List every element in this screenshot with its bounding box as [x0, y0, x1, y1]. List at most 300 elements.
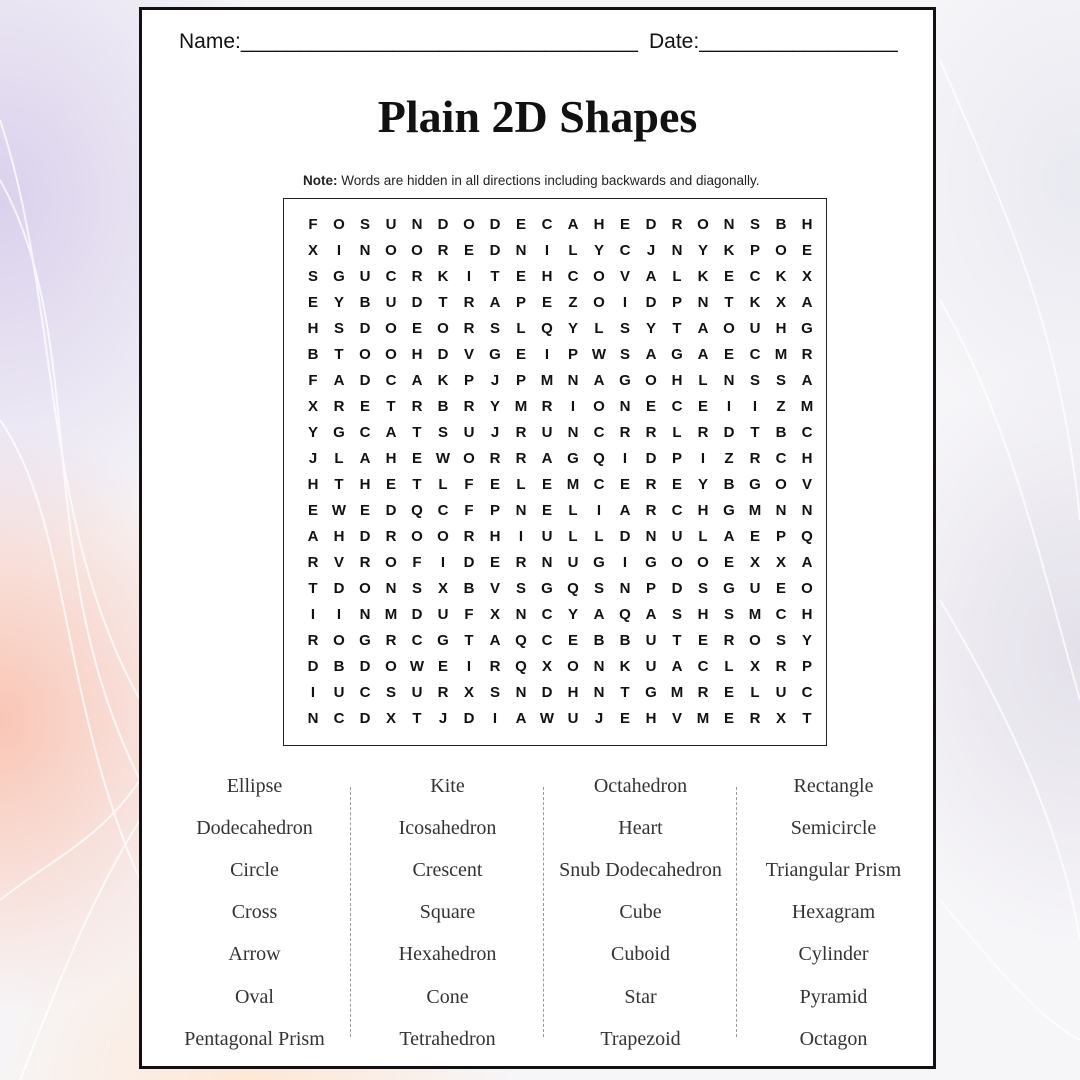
word-list-item: Semicircle: [790, 816, 877, 839]
grid-letter: E: [723, 683, 734, 701]
word-list-item: Ellipse: [226, 774, 283, 797]
grid-letter: G: [333, 267, 345, 285]
grid-letter: O: [593, 267, 605, 285]
grid-letter: O: [411, 527, 423, 545]
grid-letter: R: [645, 475, 657, 493]
grid-letter: R: [307, 631, 319, 649]
grid-letter: A: [385, 423, 397, 441]
grid-letter: P: [801, 657, 812, 675]
grid-letter: E: [645, 397, 656, 415]
grid-letter: U: [437, 605, 449, 623]
grid-letter: D: [645, 215, 657, 233]
grid-letter: I: [622, 553, 628, 571]
grid-letter: Z: [776, 397, 786, 415]
grid-letter: E: [749, 527, 760, 545]
grid-letter: N: [671, 241, 683, 259]
grid-letter: C: [359, 683, 371, 701]
grid-letter: K: [697, 267, 709, 285]
grid-letter: P: [671, 293, 682, 311]
grid-letter: F: [308, 215, 318, 233]
grid-letter: V: [333, 553, 344, 571]
grid-letter: C: [333, 709, 345, 727]
grid-letter: A: [671, 657, 683, 675]
word-column: [351, 765, 544, 1060]
grid-letter: D: [723, 423, 735, 441]
word-list-item: Hexahedron: [398, 943, 497, 966]
letter-grid: [300, 211, 820, 731]
grid-letter: N: [567, 371, 579, 389]
grid-letter: D: [359, 709, 371, 727]
grid-letter: Z: [724, 449, 734, 467]
grid-letter: D: [541, 683, 553, 701]
grid-letter: X: [489, 605, 500, 623]
grid-letter: K: [775, 267, 787, 285]
grid-letter: I: [466, 657, 472, 675]
grid-letter: T: [490, 267, 500, 285]
grid-letter: U: [333, 683, 345, 701]
grid-letter: O: [775, 475, 787, 493]
grid-letter: R: [411, 397, 423, 415]
grid-letter: Y: [697, 475, 708, 493]
grid-letter: N: [411, 215, 423, 233]
grid-letter: O: [333, 215, 345, 233]
grid-letter: R: [645, 501, 657, 519]
grid-letter: V: [619, 267, 630, 285]
grid-letter: H: [671, 371, 683, 389]
grid-letter: W: [591, 345, 607, 363]
grid-letter: D: [359, 657, 371, 675]
grid-letter: X: [437, 579, 448, 597]
grid-letter: M: [514, 397, 528, 415]
grid-letter: K: [723, 241, 735, 259]
grid-letter: A: [567, 215, 579, 233]
grid-letter: G: [541, 579, 553, 597]
grid-letter: L: [438, 475, 448, 493]
grid-letter: S: [333, 319, 344, 337]
grid-letter: D: [411, 293, 423, 311]
grid-letter: N: [385, 579, 397, 597]
grid-letter: Y: [567, 319, 578, 337]
grid-letter: R: [437, 683, 449, 701]
grid-letter: C: [749, 267, 761, 285]
word-list-item: Dodecahedron: [196, 816, 313, 839]
grid-letter: L: [750, 683, 760, 701]
grid-letter: E: [463, 241, 474, 259]
grid-letter: S: [489, 683, 500, 701]
grid-letter: O: [671, 553, 683, 571]
grid-letter: T: [750, 423, 760, 441]
grid-letter: V: [463, 345, 474, 363]
grid-letter: Y: [697, 241, 708, 259]
grid-letter: Y: [645, 319, 656, 337]
grid-letter: L: [724, 657, 734, 675]
grid-letter: G: [359, 631, 371, 649]
grid-letter: R: [463, 319, 475, 337]
grid-letter: M: [540, 371, 554, 389]
grid-letter: G: [723, 501, 735, 519]
grid-letter: E: [567, 631, 578, 649]
grid-letter: R: [645, 423, 657, 441]
grid-letter: I: [570, 397, 576, 415]
grid-letter: K: [437, 267, 449, 285]
grid-letter: X: [307, 241, 318, 259]
grid-letter: N: [645, 527, 657, 545]
grid-letter: O: [723, 319, 735, 337]
word-list-item: Cone: [426, 985, 469, 1008]
grid-letter: G: [333, 423, 345, 441]
grid-letter: Q: [619, 605, 631, 623]
grid-letter: F: [464, 475, 474, 493]
grid-letter: C: [385, 267, 397, 285]
grid-letter: X: [463, 683, 474, 701]
grid-letter: R: [489, 657, 501, 675]
grid-letter: E: [307, 501, 318, 519]
grid-letter: A: [411, 371, 423, 389]
grid-letter: R: [619, 423, 631, 441]
grid-letter: N: [723, 371, 735, 389]
grid-letter: M: [384, 605, 398, 623]
grid-letter: O: [333, 631, 345, 649]
grid-letter: Q: [567, 579, 579, 597]
grid-letter: O: [697, 215, 709, 233]
grid-letter: R: [775, 657, 787, 675]
grid-letter: A: [801, 293, 813, 311]
grid-letter: U: [749, 579, 761, 597]
grid-letter: S: [749, 215, 760, 233]
grid-letter: H: [541, 267, 553, 285]
grid-letter: E: [359, 501, 370, 519]
grid-letter: M: [696, 709, 710, 727]
grid-letter: Q: [801, 527, 813, 545]
grid-letter: D: [489, 241, 501, 259]
grid-letter: S: [307, 267, 318, 285]
grid-letter: E: [489, 553, 500, 571]
grid-letter: S: [489, 319, 500, 337]
grid-letter: H: [411, 345, 423, 363]
grid-letter: G: [801, 319, 813, 337]
grid-letter: N: [567, 423, 579, 441]
grid-letter: G: [567, 449, 579, 467]
grid-letter: L: [594, 319, 604, 337]
grid-letter: A: [801, 371, 813, 389]
grid-letter: E: [619, 475, 630, 493]
grid-letter: N: [619, 579, 631, 597]
grid-letter: U: [385, 215, 397, 233]
grid-letter: A: [619, 501, 631, 519]
grid-letter: C: [801, 423, 813, 441]
grid-letter: E: [801, 241, 812, 259]
grid-letter: A: [359, 449, 371, 467]
grid-letter: R: [385, 527, 397, 545]
grid-letter: T: [412, 709, 422, 727]
grid-letter: A: [593, 605, 605, 623]
grid-letter: R: [463, 397, 475, 415]
grid-letter: Q: [593, 449, 605, 467]
grid-letter: N: [723, 215, 735, 233]
grid-letter: R: [385, 631, 397, 649]
page-title: Plain 2D Shapes: [377, 91, 698, 142]
grid-letter: E: [723, 267, 734, 285]
word-list-item: Octahedron: [593, 774, 688, 797]
grid-letter: A: [489, 293, 501, 311]
grid-letter: Q: [515, 657, 527, 675]
word-list-item: Square: [419, 901, 476, 924]
grid-letter: I: [700, 449, 706, 467]
grid-letter: X: [385, 709, 396, 727]
word-list-item: Cylinder: [798, 943, 869, 966]
grid-letter: I: [336, 241, 342, 259]
grid-letter: B: [437, 397, 449, 415]
grid-letter: U: [567, 709, 579, 727]
grid-letter: L: [516, 475, 526, 493]
grid-letter: X: [775, 293, 786, 311]
grid-letter: M: [566, 475, 580, 493]
grid-letter: Q: [411, 501, 423, 519]
grid-letter: B: [619, 631, 631, 649]
grid-letter: I: [518, 527, 524, 545]
grid-letter: S: [723, 605, 734, 623]
grid-letter: S: [411, 579, 422, 597]
grid-letter: U: [541, 527, 553, 545]
grid-letter: N: [593, 657, 605, 675]
grid-letter: F: [464, 501, 474, 519]
grid-letter: R: [307, 553, 319, 571]
grid-letter: D: [359, 527, 371, 545]
word-list-item: Heart: [618, 816, 663, 839]
grid-letter: N: [515, 683, 527, 701]
grid-letter: I: [310, 605, 316, 623]
grid-letter: D: [463, 553, 475, 571]
grid-letter: D: [307, 657, 319, 675]
grid-letter: S: [619, 345, 630, 363]
grid-letter: G: [489, 345, 501, 363]
grid-letter: L: [568, 241, 578, 259]
grid-letter: Q: [515, 631, 527, 649]
grid-letter: S: [775, 631, 786, 649]
grid-letter: M: [748, 605, 762, 623]
grid-letter: X: [775, 709, 786, 727]
grid-letter: R: [749, 709, 761, 727]
grid-letter: T: [802, 709, 812, 727]
grid-letter: T: [672, 631, 682, 649]
grid-letter: B: [723, 475, 735, 493]
grid-letter: T: [412, 475, 422, 493]
grid-letter: Q: [541, 319, 553, 337]
grid-letter: C: [411, 631, 423, 649]
grid-letter: E: [307, 293, 318, 311]
grid-letter: X: [749, 657, 760, 675]
grid-letter: R: [749, 449, 761, 467]
grid-letter: G: [723, 579, 735, 597]
grid-letter: G: [437, 631, 449, 649]
grid-letter: A: [489, 631, 501, 649]
grid-letter: D: [411, 605, 423, 623]
grid-letter: O: [593, 293, 605, 311]
grid-letter: I: [752, 397, 758, 415]
note-label: Note:: [303, 173, 338, 188]
grid-letter: O: [437, 319, 449, 337]
grid-letter: E: [437, 657, 448, 675]
grid-letter: R: [463, 527, 475, 545]
grid-letter: C: [437, 501, 449, 519]
grid-letter: P: [463, 371, 474, 389]
grid-letter: G: [593, 553, 605, 571]
grid-letter: Y: [333, 293, 344, 311]
grid-letter: R: [333, 397, 345, 415]
grid-letter: E: [541, 475, 552, 493]
grid-letter: L: [568, 501, 578, 519]
grid-letter: M: [670, 683, 684, 701]
grid-letter: D: [359, 371, 371, 389]
grid-letter: C: [671, 501, 683, 519]
grid-letter: J: [594, 709, 604, 727]
grid-letter: A: [697, 345, 709, 363]
word-list: [158, 765, 930, 1053]
grid-letter: L: [672, 423, 682, 441]
grid-letter: R: [411, 267, 423, 285]
grid-letter: L: [698, 527, 708, 545]
grid-letter: X: [775, 553, 786, 571]
grid-letter: R: [515, 449, 527, 467]
grid-letter: E: [411, 449, 422, 467]
grid-letter: A: [333, 371, 345, 389]
grid-letter: L: [672, 267, 682, 285]
grid-letter: F: [464, 605, 474, 623]
word-column: [737, 765, 930, 1060]
grid-letter: N: [515, 501, 527, 519]
grid-letter: Y: [489, 397, 500, 415]
word-list-item: Hexagram: [791, 901, 876, 924]
grid-letter: N: [593, 683, 605, 701]
grid-letter: E: [723, 345, 734, 363]
grid-letter: X: [307, 397, 318, 415]
grid-letter: I: [622, 293, 628, 311]
grid-letter: O: [463, 449, 475, 467]
grid-letter: R: [489, 449, 501, 467]
grid-letter: I: [622, 449, 628, 467]
grid-letter: N: [541, 553, 553, 571]
grid-letter: J: [308, 449, 318, 467]
grid-letter: S: [437, 423, 448, 441]
grid-letter: O: [593, 397, 605, 415]
grid-letter: U: [671, 527, 683, 545]
grid-letter: N: [359, 241, 371, 259]
grid-letter: H: [307, 319, 319, 337]
grid-letter: N: [619, 397, 631, 415]
grid-letter: O: [385, 241, 397, 259]
grid-letter: T: [464, 631, 474, 649]
grid-letter: U: [541, 423, 553, 441]
grid-letter: H: [801, 605, 813, 623]
word-list-item: Circle: [230, 858, 279, 881]
grid-letter: G: [671, 345, 683, 363]
grid-letter: S: [749, 371, 760, 389]
word-list-item: Cube: [619, 901, 662, 924]
grid-letter: R: [515, 553, 527, 571]
grid-letter: I: [544, 241, 550, 259]
grid-letter: E: [489, 475, 500, 493]
grid-letter: H: [645, 709, 657, 727]
grid-letter: O: [645, 371, 657, 389]
grid-letter: L: [516, 319, 526, 337]
grid-letter: I: [726, 397, 732, 415]
grid-letter: A: [593, 371, 605, 389]
word-list-item: Star: [624, 985, 657, 1008]
grid-letter: O: [801, 579, 813, 597]
grid-letter: T: [438, 293, 448, 311]
grid-letter: U: [567, 553, 579, 571]
grid-letter: A: [645, 345, 657, 363]
grid-letter: D: [359, 319, 371, 337]
grid-letter: U: [749, 319, 761, 337]
grid-letter: U: [775, 683, 787, 701]
grid-letter: C: [775, 605, 787, 623]
grid-letter: U: [411, 683, 423, 701]
grid-letter: T: [386, 397, 396, 415]
grid-letter: J: [490, 423, 500, 441]
grid-letter: C: [697, 657, 709, 675]
grid-letter: H: [697, 501, 709, 519]
grid-letter: I: [440, 553, 446, 571]
grid-letter: L: [334, 449, 344, 467]
grid-letter: G: [645, 553, 657, 571]
word-list-item: Trapezoid: [600, 1027, 681, 1050]
grid-letter: E: [411, 319, 422, 337]
grid-letter: I: [466, 267, 472, 285]
grid-letter: E: [697, 397, 708, 415]
grid-letter: E: [723, 553, 734, 571]
grid-letter: R: [359, 553, 371, 571]
grid-letter: C: [801, 683, 813, 701]
grid-letter: B: [359, 293, 371, 311]
grid-letter: E: [541, 501, 552, 519]
grid-letter: R: [723, 631, 735, 649]
grid-letter: H: [307, 475, 319, 493]
grid-letter: Y: [307, 423, 318, 441]
grid-letter: W: [409, 657, 425, 675]
grid-letter: E: [359, 397, 370, 415]
grid-letter: J: [438, 709, 448, 727]
word-list-item: Pyramid: [799, 985, 868, 1008]
word-column: [158, 765, 351, 1060]
grid-letter: K: [619, 657, 631, 675]
word-list-item: Pentagonal Prism: [184, 1027, 325, 1050]
grid-letter: S: [619, 319, 630, 337]
grid-letter: S: [671, 605, 682, 623]
grid-letter: G: [749, 475, 761, 493]
grid-letter: N: [307, 709, 319, 727]
grid-letter: F: [412, 553, 422, 571]
note-text: Words are hidden in all directions including backwards and diagonally.: [337, 173, 760, 188]
word-list-item: Oval: [235, 985, 274, 1008]
grid-letter: D: [437, 345, 449, 363]
grid-letter: M: [800, 397, 814, 415]
grid-letter: L: [698, 371, 708, 389]
grid-letter: M: [774, 345, 788, 363]
grid-letter: U: [645, 631, 657, 649]
grid-letter: S: [697, 579, 708, 597]
grid-letter: R: [671, 215, 683, 233]
grid-letter: A: [645, 267, 657, 285]
grid-letter: P: [775, 527, 786, 545]
grid-letter: U: [359, 267, 371, 285]
grid-letter: D: [385, 501, 397, 519]
grid-letter: E: [697, 631, 708, 649]
grid-letter: P: [749, 241, 760, 259]
grid-letter: H: [333, 527, 345, 545]
grid-letter: A: [723, 527, 735, 545]
grid-letter: H: [489, 527, 501, 545]
